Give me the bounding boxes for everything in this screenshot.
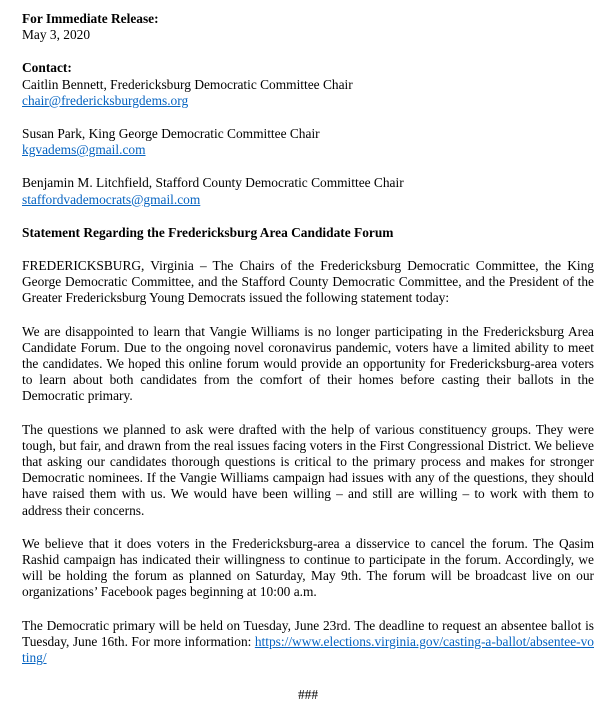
contact-label: Contact: <box>22 60 72 76</box>
statement-paragraph-2: We are disappointed to learn that Vangie Williams is no longer participating in the Fredericksburg Area Candidate Forum. Due to the ongoing novel coronavirus pandemic, voters have a limited ability to meet the candidates. We hoped this online forum would provide an opportunity for Fredericksburg-area voters to learn about both candidates from the comfort of their homes before casting their ballots in the Democratic primary. <box>22 323 594 404</box>
statement-paragraph-3: The questions we planned to ask were drafted with the help of various constituency groups. They were tough, but fair, and drawn from the real issues facing voters in the First Congressional District. We believe that asking our candidates thorough questions is critical to the primary process and makes for stronger Democratic nominees. If the Vangie Williams campaign had issues with any of the questions, they should have raised them with us. We would have been willing – and still are willing – to work with them to address their concerns. <box>22 421 594 518</box>
end-mark: ### <box>297 687 319 703</box>
release-date: May 3, 2020 <box>22 27 91 43</box>
press-release-page <box>22 11 594 704</box>
statement-paragraph-4: We believe that it does voters in the Fredericksburg-area a disservice to cancel the forum. The Qasim Rashid campaign has indicated their willingness to continue to participate in the forum. Accordingly, we will be holding the forum as planned on Saturday, May 9th. The forum will be broadcast live on our organizations’ Facebook pages beginning at 10:00 a.m. <box>22 535 594 600</box>
contact-name-2: Susan Park, King George Democratic Committee Chair <box>22 126 320 142</box>
contact-email-link-3[interactable]: staffordvademocrats@gmail.com <box>22 191 201 207</box>
statement-paragraph-1: FREDERICKSBURG, Virginia – The Chairs of the Fredericksburg Democratic Committee, the King George Democratic Committee, and the Stafford County Democratic Committee, and the President of the Greater Fredericksburg Young Democrats issued the following statement today: <box>22 258 594 306</box>
statement-closing-paragraph <box>22 618 594 667</box>
contact-email-link-2[interactable]: kgvadems@gmail.com <box>22 142 146 158</box>
contact-email-link-1[interactable]: chair@fredericksburgdems.org <box>22 92 189 108</box>
contact-name-1: Caitlin Bennett, Fredericksburg Democratic Committee Chair <box>22 76 353 92</box>
closing-text: The Democratic primary will be held on Tuesday, June 23rd. The deadline to request an absentee ballot is Tuesday, June 16th. For more information: <box>22 617 594 649</box>
contact-name-3: Benjamin M. Litchfield, Stafford County Democratic Committee Chair <box>22 175 404 191</box>
statement-title: Statement Regarding the Fredericksburg Area Candidate Forum <box>22 224 394 240</box>
release-label: For Immediate Release: <box>22 11 159 26</box>
absentee-voting-link[interactable]: https://www.elections.virginia.gov/casting-a-ballot/absentee-voting/ <box>22 633 594 666</box>
